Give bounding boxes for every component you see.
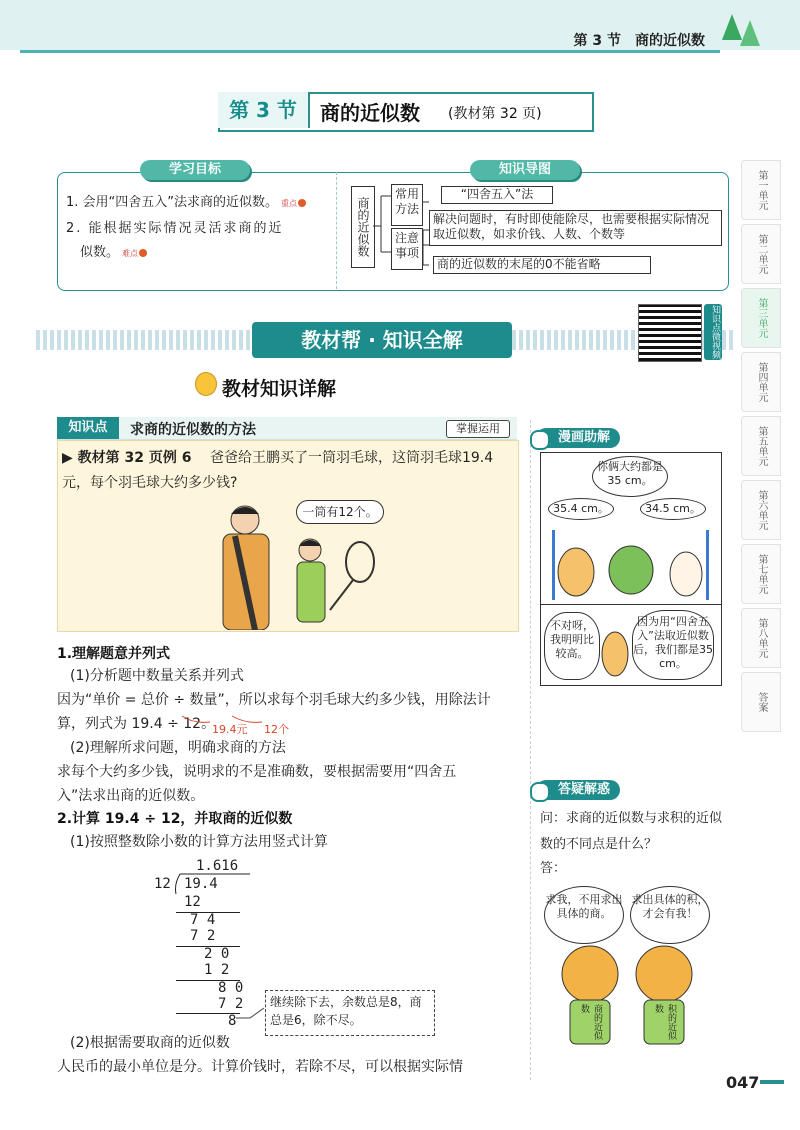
example-text xyxy=(62,446,502,496)
step-text: 人民币的最小单位是分。计算价钱时，若除不尽，可以根据实际情 xyxy=(57,1059,463,1075)
detail-heading: 教材知识详解 xyxy=(222,378,337,400)
step-text: 因为“单价 = 总价 ÷ 数量”，所以求每个羽毛球大约多少钱，用除法计 xyxy=(57,692,491,708)
speech-bubble: 一筒有12个。 xyxy=(296,500,384,524)
qa-answer-label: 答： xyxy=(540,861,567,876)
map-label: 知识导图 xyxy=(470,160,580,180)
running-header: 第 3 节 商的近似数 xyxy=(573,33,705,49)
unit-tab-8[interactable]: 第八单元 xyxy=(741,608,781,668)
comic-characters xyxy=(546,520,716,602)
section-title: 商的近似数 xyxy=(320,101,420,125)
section-reference: (教材第 32 页) xyxy=(448,106,542,122)
division-note: 继续除下去，余数总是8，商总是6，除不尽。 xyxy=(265,990,435,1036)
comic-bubble: 35.4 cm。 xyxy=(548,498,614,520)
division-step: 2 0 xyxy=(204,946,230,962)
goal-text: 1. 会用“四舍五入”法求商的近似数。 xyxy=(66,195,279,210)
division-remainder: 8 xyxy=(228,1013,237,1029)
unit-tab-7[interactable]: 第七单元 xyxy=(741,544,781,604)
qa-question: 问：求商的近似数与求积的近似数的不同点是什么？ xyxy=(540,811,723,852)
unit-tab-6[interactable]: 第六单元 xyxy=(741,480,781,540)
division-step: 7 2 xyxy=(218,996,244,1012)
step-subtitle: (2)理解所求问题，明确求商的方法 xyxy=(70,740,286,756)
step-subtitle: (1)按照整数除小数的计算方法用竖式计算 xyxy=(70,834,328,850)
annotation: 19.4元 xyxy=(212,723,248,736)
qa-characters xyxy=(548,940,708,1050)
division-bracket xyxy=(172,872,252,894)
banner-title: 教材帮 · 知识全解 xyxy=(252,322,512,358)
step-title: 2.计算 19.4 ÷ 12，并取商的近似数 xyxy=(57,811,293,827)
note-pointer xyxy=(236,1006,266,1022)
tree-icon xyxy=(740,20,760,46)
qr-code[interactable] xyxy=(638,304,702,362)
annotation-arrows xyxy=(180,712,280,726)
step-text: 求每个大约多少钱，说明求的不是准确数，要根据需要用“四舍五 xyxy=(57,764,457,780)
goals-label: 学习目标 xyxy=(140,160,250,180)
unit-tab-1[interactable]: 第一单元 xyxy=(741,160,781,220)
lightbulb-icon xyxy=(195,372,217,396)
qr-label: 知识点微视频 xyxy=(704,304,722,360)
header-rule xyxy=(20,50,720,53)
map-method-item: “四舍五入”法 xyxy=(441,186,553,204)
division-step: 7 2 xyxy=(190,928,216,944)
map-branch-methods: 常用方法 xyxy=(391,184,423,226)
comic-bubble: 你俩大约都是35 cm。 xyxy=(592,456,668,497)
step-text: 算，列式为 19.4 ÷ 12。 xyxy=(57,716,216,732)
divider xyxy=(336,172,337,289)
tree-icon xyxy=(722,14,742,40)
unit-tab-4[interactable]: 第四单元 xyxy=(741,352,781,412)
step-text: 入”法求出商的近似数。 xyxy=(57,788,205,804)
comic-bubble: 因为用“四舍五入”法取近似数后，我们都是35 cm。 xyxy=(632,610,714,680)
division-dividend: 19.4 xyxy=(184,876,218,892)
shirt-label: 商的近似数 xyxy=(579,1004,602,1040)
comic-bubble: 不对呀，我明明比较高。 xyxy=(544,612,600,680)
example-reference: ▶ 教材第 32 页例 6 xyxy=(62,450,192,466)
step-subtitle: (1)分析题中数量关系并列式 xyxy=(70,668,244,684)
qa-bubble: 求我，不用求出具体的商。 xyxy=(544,886,624,944)
unit-tab-2[interactable]: 第二单元 xyxy=(741,224,781,284)
division-step: 8 0 xyxy=(218,980,244,996)
map-note-item: 解决问题时，有时即使能除尽，也需要根据实际情况取近似数，如求价钱、人数、个数等 xyxy=(429,210,722,246)
annotation: 12个 xyxy=(264,723,289,736)
mastery-badge: 掌握运用 xyxy=(446,420,510,438)
goal-item xyxy=(80,242,147,265)
unit-tab-3[interactable]: 第三单元 xyxy=(741,288,781,348)
comic-heading: 漫画助解 xyxy=(536,428,620,448)
difficult-point-tag: 难点 xyxy=(122,249,139,258)
comic-bubble: 34.5 cm。 xyxy=(640,498,706,520)
division-step: 7 4 xyxy=(190,912,216,928)
shirt-label: 积的近似数 xyxy=(653,1004,676,1040)
key-point-tag: 重点 xyxy=(281,199,298,208)
map-root: 商的近似数 xyxy=(351,186,375,268)
example-problem: 爸爸给王鹏买了一筒羽毛球，这筒羽毛球19.4 元，每个羽毛球大约多少钱? xyxy=(62,450,494,491)
qa-heading: 答疑解惑 xyxy=(536,780,620,800)
difficult-point-icon xyxy=(139,249,147,257)
step-title: 1.理解题意并列式 xyxy=(57,646,171,662)
division-divisor: 12 xyxy=(154,876,171,892)
goal-text: 似数。 xyxy=(80,245,120,260)
knowledge-point-title: 求商的近似数的方法 xyxy=(130,422,256,438)
comic-heading-icon xyxy=(530,430,550,450)
page-number: 047 xyxy=(726,1073,760,1092)
goal-item xyxy=(66,192,306,215)
answer-tab[interactable]: 答案 xyxy=(741,672,781,732)
division-quotient: 1.616 xyxy=(196,858,239,874)
page-number-bar xyxy=(760,1080,784,1084)
division-step: 12 xyxy=(184,894,201,910)
column-divider xyxy=(530,420,531,1080)
step-subtitle: (2)根据需要取商的近似数 xyxy=(70,1035,230,1051)
qa-heading-icon xyxy=(530,782,550,802)
goal-item: 2. 能根据实际情况灵活求商的近 xyxy=(66,221,284,236)
qa-bubble: 求出具体的积，才会有我！ xyxy=(630,886,710,944)
key-point-icon xyxy=(298,199,306,207)
unit-tab-5[interactable]: 第五单元 xyxy=(741,416,781,476)
map-note-item: 商的近似数的末尾的0不能省略 xyxy=(433,256,651,274)
division-step: 1 2 xyxy=(204,962,230,978)
section-number: 第 3 节 xyxy=(218,92,310,128)
map-branch-notes: 注意事项 xyxy=(391,228,423,270)
comic-character xyxy=(600,620,630,680)
knowledge-point-tag: 知识点 xyxy=(57,417,119,439)
